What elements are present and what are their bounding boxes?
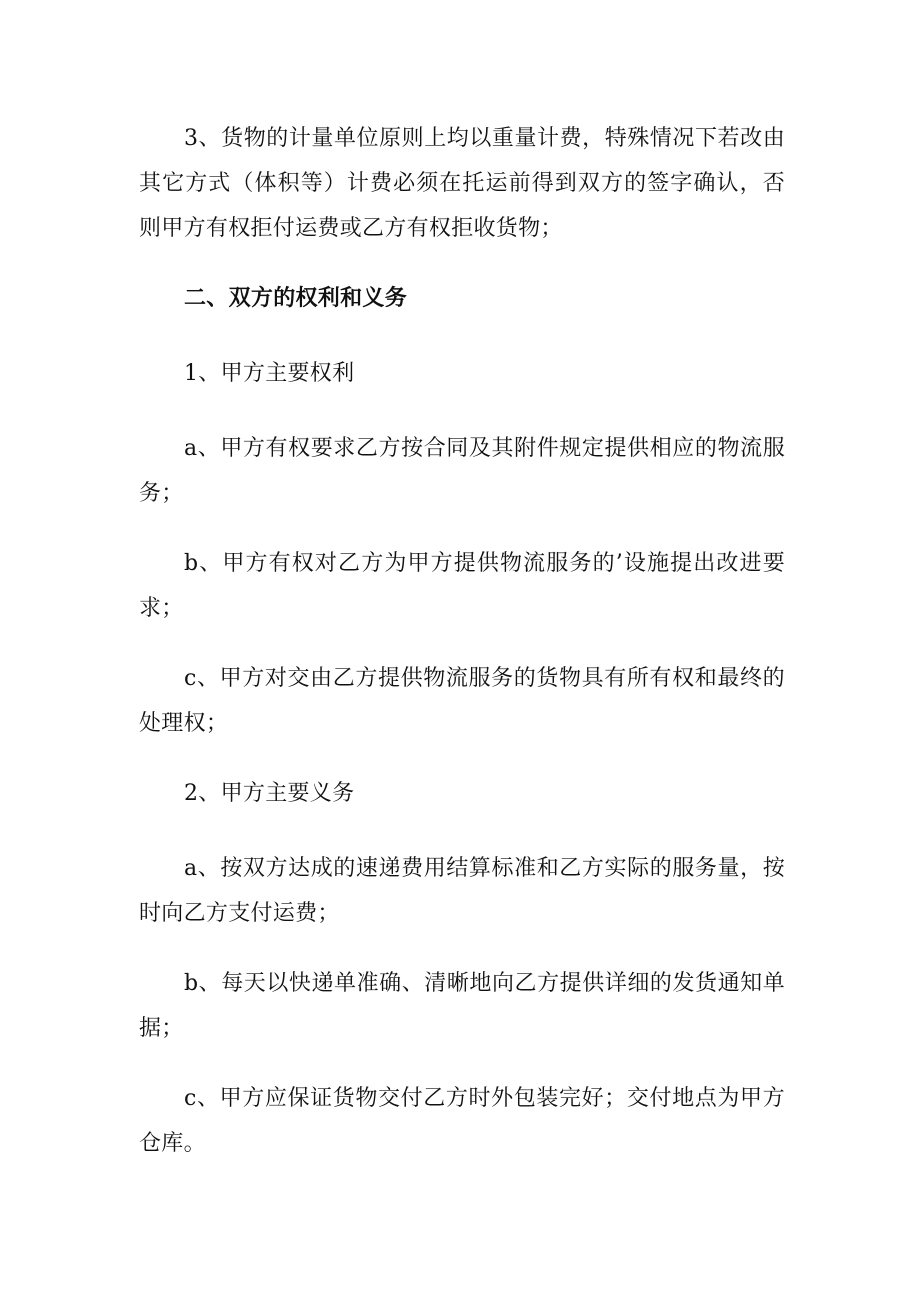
right-a-require-services: a、甲方有权要求乙方按合同及其附件规定提供相应的物流服务； (139, 436, 785, 506)
subheading-party-a-obligations: 2、甲方主要义务 (184, 781, 355, 806)
clause-3-billing-unit: 3、货物的计量单位原则上均以重量计费，特殊情况下若改由其它方式（体积等）计费必须在托运前得到双方的签字确认，否则甲方有权拒付运费或乙方有权拒收货物； (139, 126, 785, 241)
document-body (139, 116, 785, 1191)
right-c-ownership: c、甲方对交由乙方提供物流服务的货物具有所有权和最终的处理权； (139, 666, 785, 736)
obligation-c-packaging: c、甲方应保证货物交付乙方时外包装完好；交付地点为甲方仓库。 (139, 1086, 785, 1156)
obligation-b-shipping-notice: b、每天以快递单准确、清晰地向乙方提供详细的发货通知单据； (139, 971, 785, 1041)
section-heading-rights-obligations: 二、双方的权利和义务 (184, 285, 408, 311)
subheading-party-a-rights: 1、甲方主要权利 (184, 361, 355, 386)
right-b-improvement-requests: b、甲方有权对乙方为甲方提供物流服务的’设施提出改进要求； (139, 551, 785, 621)
obligation-a-payment: a、按双方达成的速递费用结算标准和乙方实际的服务量，按时向乙方支付运费； (139, 856, 785, 926)
